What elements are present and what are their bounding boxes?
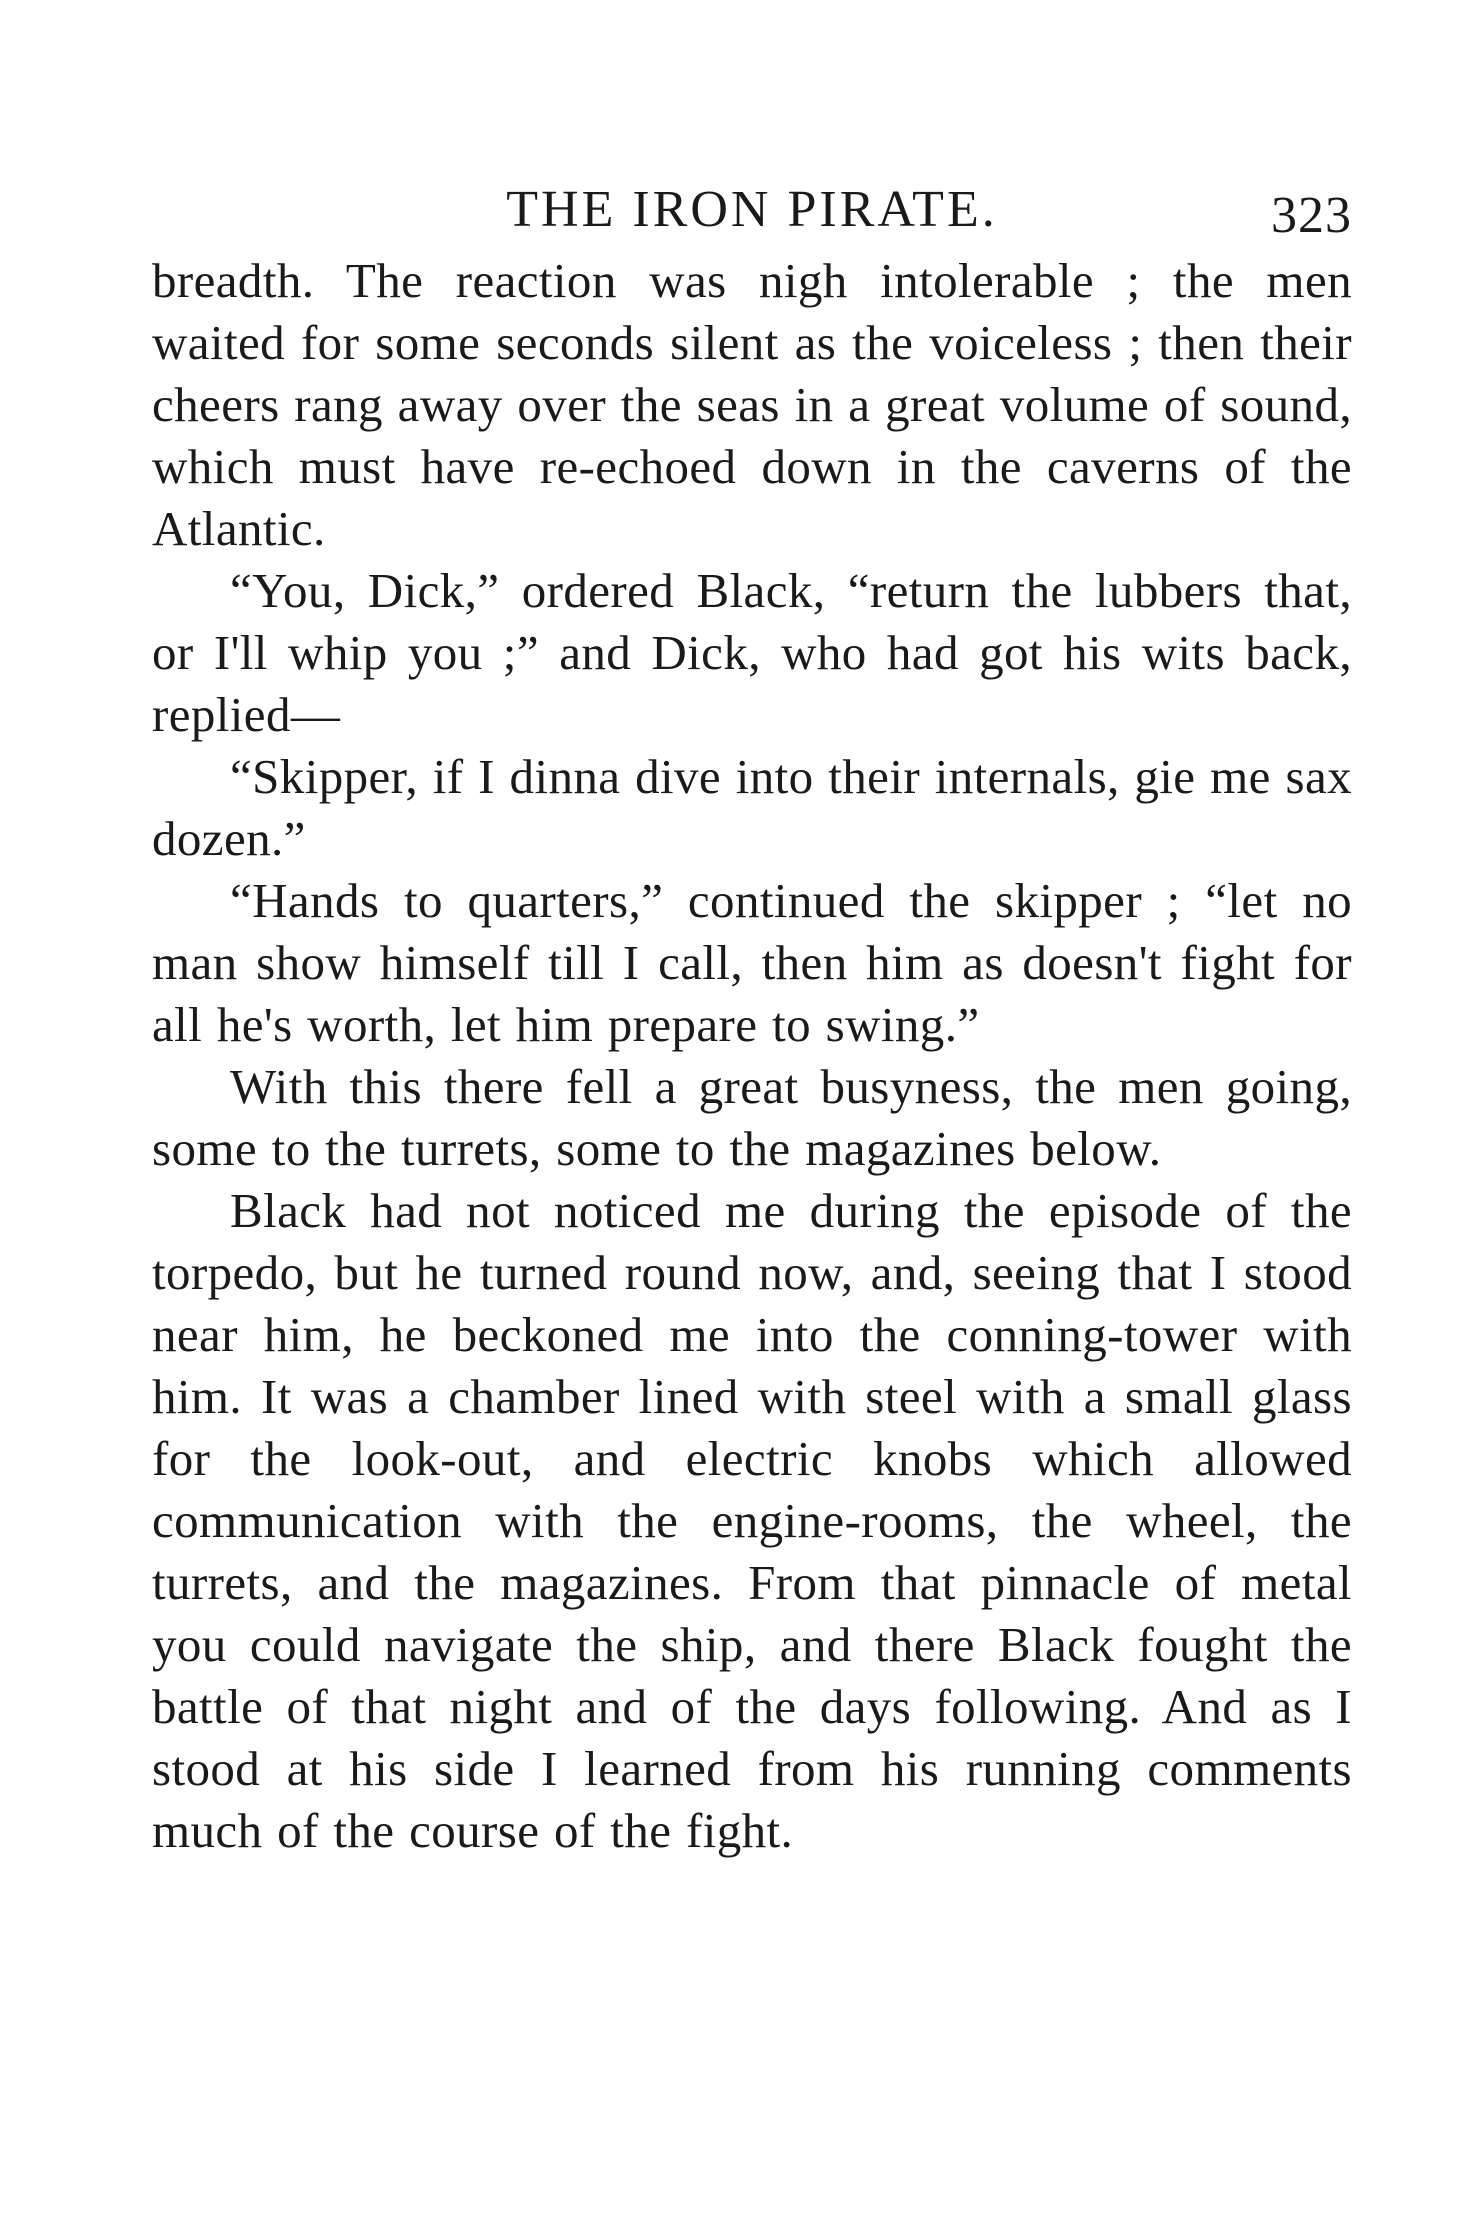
page-number: 323 [1271, 187, 1352, 244]
paragraph-busyness: With this there fell a great busyness, the men going, some to the turrets, some to the magazines below. [152, 1059, 1352, 1176]
running-title: THE IRON PIRATE. [506, 181, 998, 238]
paragraph-black-orders: “You, Dick,” ordered Black, “return the lubbers that, or I'll whip you ;” and Dick, who had got his wits back, replied— [152, 563, 1352, 742]
book-page [152, 170, 1352, 1862]
paragraph-dick-reply: “Skipper, if I dinna dive into their internals, gie me sax dozen.” [152, 749, 1352, 866]
paragraph-conning-tower: Black had not noticed me during the episode of the torpedo, but he turned round now, and, seeing that I stood near him, he beckoned me into the conning-tower with him. It was a chamber lined with steel with a small glass for the look-out, and electric knobs which allowed communication with the engine-rooms, the wheel, the turrets, and the magazines. From that pinnacle of metal you could navigate the ship, and there Black fought the battle of that night and of the days following. And as I stood at his side I learned from his running comments much of the course of the fight. [152, 1183, 1352, 1858]
paragraph-hands-to-quarters: “Hands to quarters,” continued the skipper ; “let no man show himself till I call, then him as doesn't fight for all he's worth, let him prepare to swing.” [152, 873, 1352, 1052]
body-text [152, 250, 1352, 1862]
paragraph-continuation: breadth. The reaction was nigh intolerable ; the men waited for some seconds silent as the voiceless ; then their cheers rang away over the seas in a great volume of sound, which must have re-echoed down in the caverns of the Atlantic. [152, 253, 1352, 556]
running-header [152, 170, 1352, 250]
